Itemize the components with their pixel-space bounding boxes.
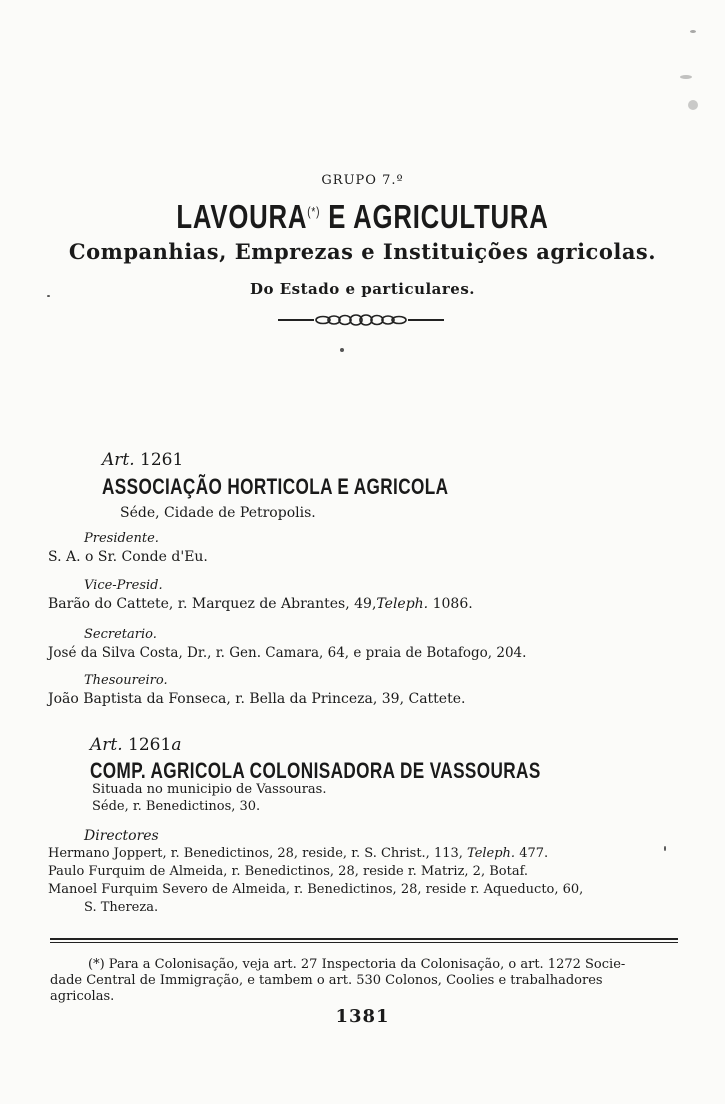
scan-speck <box>680 75 692 79</box>
article-number: Art. 1261 <box>102 450 184 470</box>
page-subtitle-secondary: Do Estado e particulares. <box>249 280 476 298</box>
page-subtitle: Companhias, Emprezas e Instituições agricolas. <box>68 239 657 264</box>
role-title: Presidente. <box>84 531 159 546</box>
group-label: GRUPO 7.º <box>321 173 404 188</box>
footnote-line: (*) Para a Colonisação, veja art. 27 Inspectoria da Colonisação, o art. 1272 Socie- <box>88 957 626 972</box>
footnote-rule <box>50 938 678 940</box>
scan-speck <box>47 295 50 297</box>
director-line: Paulo Furquim de Almeida, r. Benedictinos, 28, reside r. Matriz, 2, Botaf. <box>48 864 529 879</box>
role-person: S. A. o Sr. Conde d'Eu. <box>48 549 208 565</box>
article-number: Art. 1261a <box>90 735 182 755</box>
directors-title: Directores <box>84 828 159 844</box>
entry-seat: Séde, r. Benedictinos, 30. <box>92 799 261 814</box>
scan-speck <box>688 100 698 110</box>
role-person: Barão do Cattete, r. Marquez de Abrantes, 49,Teleph. 1086. <box>48 596 473 612</box>
director-line: Manoel Furquim Severo de Almeida, r. Benedictinos, 28, reside r. Aqueducto, 60, <box>48 882 584 897</box>
entry-location: Situada no municipio de Vassouras. <box>92 782 327 797</box>
footnote-rule-thin <box>50 942 678 943</box>
entry-heading: ASSOCIAÇÃO HORTICOLA E AGRICOLA <box>102 474 449 499</box>
scan-speck <box>340 348 344 352</box>
role-person: José da Silva Costa, Dr., r. Gen. Camara, 64, e praia de Botafogo, 204. <box>48 645 527 661</box>
role-title: Secretario. <box>84 627 157 642</box>
page-title: LAVOURA(*) E AGRICULTURA <box>176 198 549 235</box>
director-line: S. Thereza. <box>84 900 159 915</box>
role-title: Thesoureiro. <box>84 673 168 688</box>
entry-heading: COMP. AGRICOLA COLONISADORA DE VASSOURAS <box>90 758 541 783</box>
footnote-line: agricolas. <box>50 989 115 1004</box>
footnote-line: dade Central de Immigração, e tambem o art. 530 Colonos, Coolies e trabalhadores <box>50 973 603 988</box>
director-line: Hermano Joppert, r. Benedictinos, 28, reside, r. S. Christ., 113, Teleph. 477. <box>48 846 549 861</box>
role-title: Vice-Presid. <box>84 578 163 593</box>
footnote-marker: (*) <box>307 204 321 219</box>
entry-seat: Séde, Cidade de Petropolis. <box>120 505 316 521</box>
scan-speck <box>690 30 696 33</box>
ornament-divider-icon <box>278 314 444 326</box>
role-person: João Baptista da Fonseca, r. Bella da Princeza, 39, Cattete. <box>48 691 466 707</box>
page-number: 1381 <box>335 1006 390 1027</box>
scan-speck <box>664 846 666 851</box>
